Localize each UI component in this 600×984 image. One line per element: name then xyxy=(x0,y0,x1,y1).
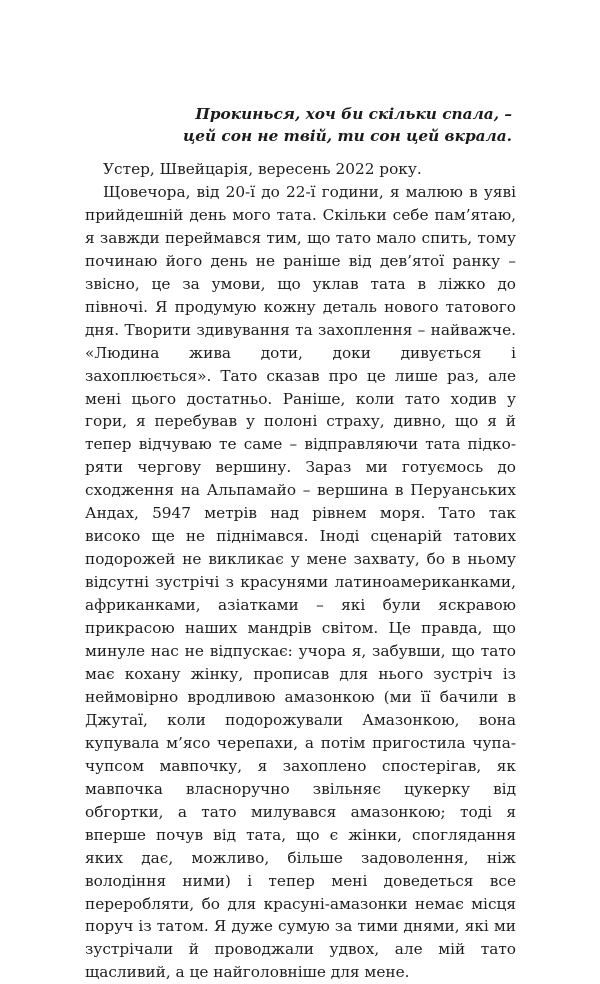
epigraph-line: Прокинься, хоч би скільки спала, – xyxy=(195,105,512,123)
epigraph-line: цей сон не твій, ти сон цей вкрала. xyxy=(182,127,512,145)
main-paragraph: Щовечора, від 20-ї до 22-ї години, я малюю в уяві прийдешній день мого тата. Скільки себе пам’ятаю, я завжди переймався тим, що тато мало спить, тому починаю його день не раніше від дев’ятої ранку – звісно, це за умови, що уклав тата в ліжко до півночі. Я продумую кожну деталь нового татового дня. Творити здивування та захоплення – найважче. «Людина жива доти, доки дивується і захоплюється». Тато сказав про це лише раз, але мені цього достатньо. Раніше, коли тато ходив у гори, я перебував у полоні страху, дивно, що я й тепер відчуваю те саме – відправляючи тата підкоряти чергову вершину. Зараз ми готуємось до сходження на Альпамайо – вершина в Перуанських Андах, 5947 метрів над рівнем моря. Тато так високо ще не піднімався. Іноді сценарій татових подорожей не викликає у мене захвату, бо в ньому відсутні зустрічі з красунями латиноамериканками, африканками, азіатками – які були яскравою прикрасою наших мандрів світом. Це правда, що минуле нас не відпускає: учора я, забувши, що тато має кохану жінку, прописав для нього зустріч із неймовірно вродливою амазонкою (ми її бачили в Джутаї, коли подорожували Амазонкою, вона купувала м’ясо черепахи, а потім пригостила чупа-чупсом мавпочку, я захоплено спостерігав, як мавпочка власноручно звільняє цукерку від обгортки, а тато милувався амазонкою; тоді я вперше почув від тата, що є жінки, споглядання яких дає, можливо, більше задоволення, ніж володіння ними) і тепер мені доведеться все переробляти, бо для красуні-амазонки немає місця поруч із татом. Я дуже сумую за тими днями, які ми зустрічали й проводжали удвох, але мій тато щасливий, а це найголовніше для мене. xyxy=(85,182,516,982)
epigraph xyxy=(72,103,512,147)
body-text xyxy=(85,158,516,984)
place-date-line: Устер, Швейцарія, вересень 2022 року. xyxy=(103,160,422,178)
